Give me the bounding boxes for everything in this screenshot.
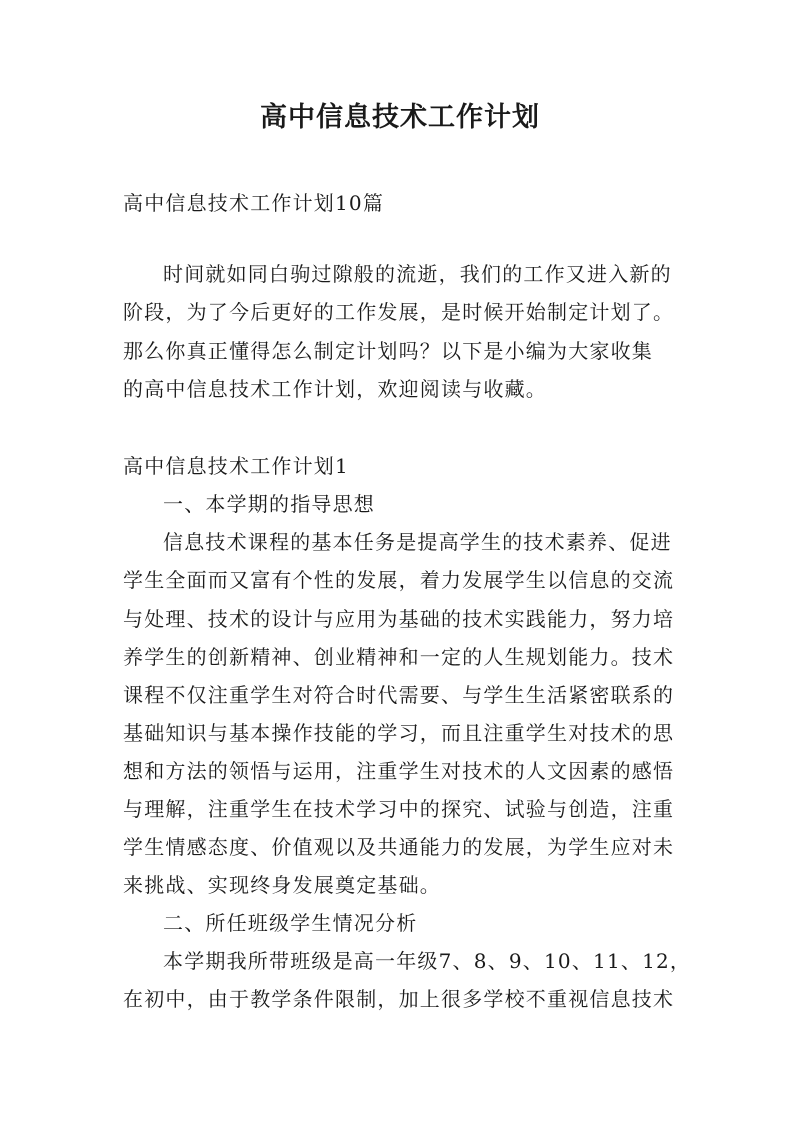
intro-line: 的高中信息技术工作计划，欢迎阅读与收藏。 <box>123 377 547 401</box>
document-subtitle: 高中信息技术工作计划10篇 <box>123 191 385 215</box>
intro-line: 时间就如同白驹过隙般的流逝，我们的工作又进入新的 <box>163 262 672 286</box>
section-title: 高中信息技术工作计划1 <box>123 454 349 478</box>
paragraph-line: 课程不仅注重学生对符合时代需要、与学生生活紧密联系的 <box>123 683 675 707</box>
document-title: 高中信息技术工作计划 <box>260 102 540 133</box>
section-heading: 一、本学期的指导思想 <box>163 492 375 516</box>
paragraph-line: 来挑战、实现终身发展奠定基础。 <box>123 873 441 897</box>
paragraph-line: 学生全面而又富有个性的发展，着力发展学生以信息的交流 <box>123 568 675 592</box>
paragraph-line: 基础知识与基本操作技能的学习，而且注重学生对技术的思 <box>123 721 675 745</box>
intro-line: 阶段，为了今后更好的工作发展，是时候开始制定计划了。 <box>123 300 675 324</box>
paragraph-line: 养学生的创新精神、创业精神和一定的人生规划能力。技术 <box>123 645 675 669</box>
paragraph-line: 在初中，由于教学条件限制，加上很多学校不重视信息技术 <box>123 987 675 1011</box>
section-heading: 二、所任班级学生情况分析 <box>163 911 418 935</box>
paragraph-line: 信息技术课程的基本任务是提高学生的技术素养、促进 <box>163 530 672 554</box>
paragraph-line: 本学期我所带班级是高一年级7、8、9、10、11、12， <box>163 949 692 973</box>
intro-line: 那么你真正懂得怎么制定计划吗？以下是小编为大家收集 <box>123 339 653 363</box>
paragraph-line: 想和方法的领悟与运用，注重学生对技术的人文因素的感悟 <box>123 759 675 783</box>
paragraph-line: 与理解，注重学生在技术学习中的探究、试验与创造，注重 <box>123 797 675 821</box>
paragraph-line: 与处理、技术的设计与应用为基础的技术实践能力，努力培 <box>123 607 675 631</box>
paragraph-line: 学生情感态度、价值观以及共通能力的发展，为学生应对未 <box>123 835 675 859</box>
